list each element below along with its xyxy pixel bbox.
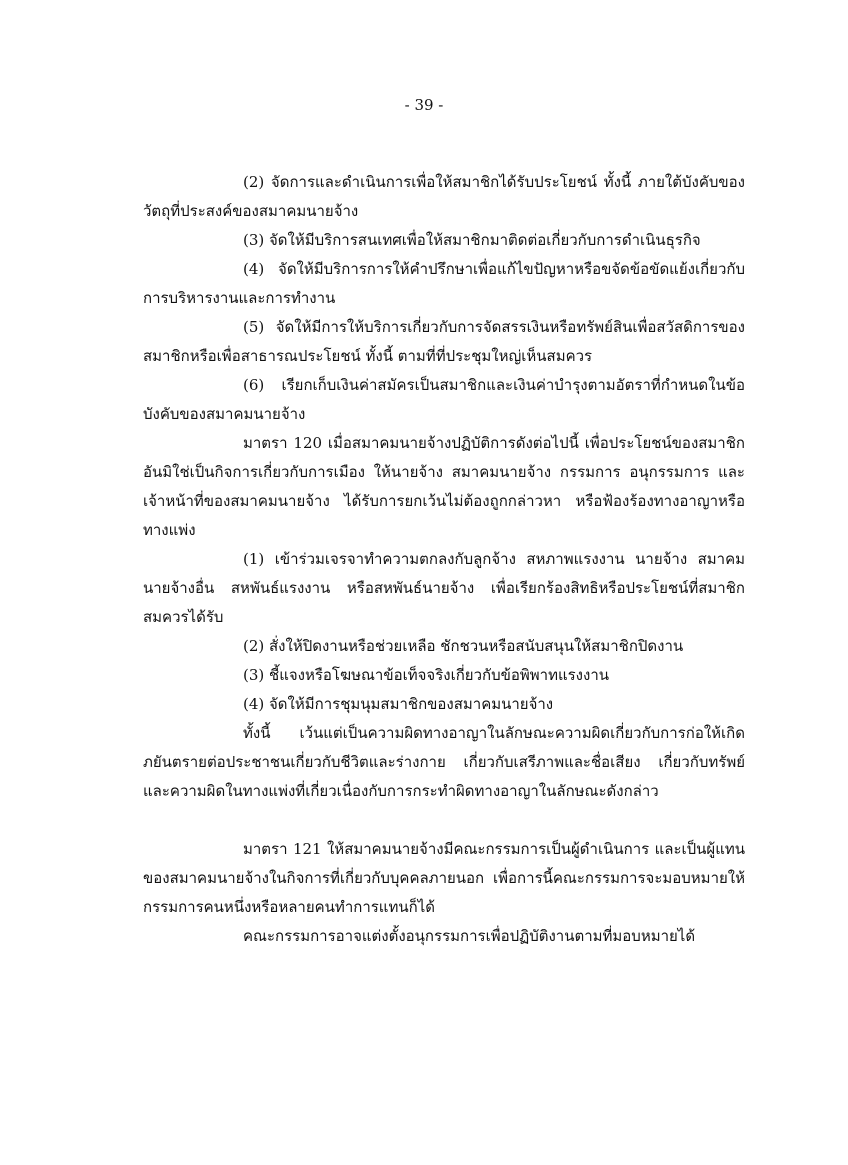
section-120-item-3: (3) ชี้แจงหรือโฆษณาข้อเท็จจริงเกี่ยวกับข้อพิพาทแรงงาน	[243, 666, 610, 684]
paragraph-item-5: (5) จัดให้มีการให้บริการเกี่ยวกับการจัดสรรเงินหรือทรัพย์สินเพื่อสวัสดิการของสมาชิกหรือเพื่อสาธารณประโยชน์ ทั้งนี้ ตามที่ที่ประชุมใหญ่เห็นสมควร	[143, 318, 745, 365]
section-121-subparagraph: คณะกรรมการอาจแต่งตั้งอนุกรรมการเพื่อปฏิบัติงานตามที่มอบหมายได้	[243, 927, 696, 945]
section-120-proviso: ทั้งนี้ เว้นแต่เป็นความผิดทางอาญาในลักษณะความผิดเกี่ยวกับการก่อให้เกิดภยันตรายต่อประชาชนเกี่ยวกับชีวิตและร่างกาย เกี่ยวกับเสรีภาพและชื่อเสียง เกี่ยวกับทรัพย์และความผิดในทางแพ่งที่เกี่ยวเนื่องกับการกระทำผิดทางอาญาในลักษณะดังกล่าว	[143, 724, 745, 800]
paragraph-item-6: (6) เรียกเก็บเงินค่าสมัครเป็นสมาชิกและเงินค่าบำรุงตามอัตราที่กำหนดในข้อบังคับของสมาคมนายจ้าง	[143, 376, 745, 423]
paragraph-item-4: (4) จัดให้มีบริการการให้คำปรึกษาเพื่อแก้ไขปัญหาหรือขจัดข้อขัดแย้งเกี่ยวกับการบริหารงานและการทำงาน	[143, 260, 745, 307]
page-number: - 39 -	[404, 96, 444, 114]
paragraph-item-3: (3) จัดให้มีบริการสนเทศเพื่อให้สมาชิกมาติดต่อเกี่ยวกับการดำเนินธุรกิจ	[243, 231, 701, 249]
paragraph-item-2: (2) จัดการและดำเนินการเพื่อให้สมาชิกได้รับประโยชน์ ทั้งนี้ ภายใต้บังคับของวัตถุที่ประสงค์ของสมาคมนายจ้าง	[143, 173, 745, 220]
body-text	[143, 168, 745, 951]
section-120-item-1: (1) เข้าร่วมเจรจาทำความตกลงกับลูกจ้าง สหภาพแรงงาน นายจ้าง สมาคมนายจ้างอื่น สหพันธ์แรงงาน หรือสหพันธ์นายจ้าง เพื่อเรียกร้องสิทธิหรือประโยชน์ที่สมาชิกสมควรได้รับ	[143, 550, 745, 626]
section-121-paragraph: มาตรา 121 ให้สมาคมนายจ้างมีคณะกรรมการเป็นผู้ดำเนินการ และเป็นผู้แทนของสมาคมนายจ้างในกิจการที่เกี่ยวกับบุคคลภายนอก เพื่อการนี้คณะกรรมการจะมอบหมายให้กรรมการคนหนึ่งหรือหลายคนทำการแทนก็ได้	[143, 840, 745, 916]
paragraph-gap	[143, 806, 745, 835]
section-120-item-4: (4) จัดให้มีการชุมนุมสมาชิกของสมาคมนายจ้าง	[243, 695, 554, 713]
section-120-item-2: (2) สั่งให้ปิดงานหรือช่วยเหลือ ชักชวนหรือสนับสนุนให้สมาชิกปิดงาน	[243, 637, 684, 655]
section-120-paragraph: มาตรา 120 เมื่อสมาคมนายจ้างปฏิบัติการดังต่อไปนี้ เพื่อประโยชน์ของสมาชิกอันมิใช่เป็นกิจการเกี่ยวกับการเมือง ให้นายจ้าง สมาคมนายจ้าง กรรมการ อนุกรรมการ และเจ้าหน้าที่ของสมาคมนายจ้าง ได้รับการยกเว้นไม่ต้องถูกกล่าวหา หรือฟ้องร้องทางอาญาหรือทางแพ่ง	[143, 434, 745, 539]
